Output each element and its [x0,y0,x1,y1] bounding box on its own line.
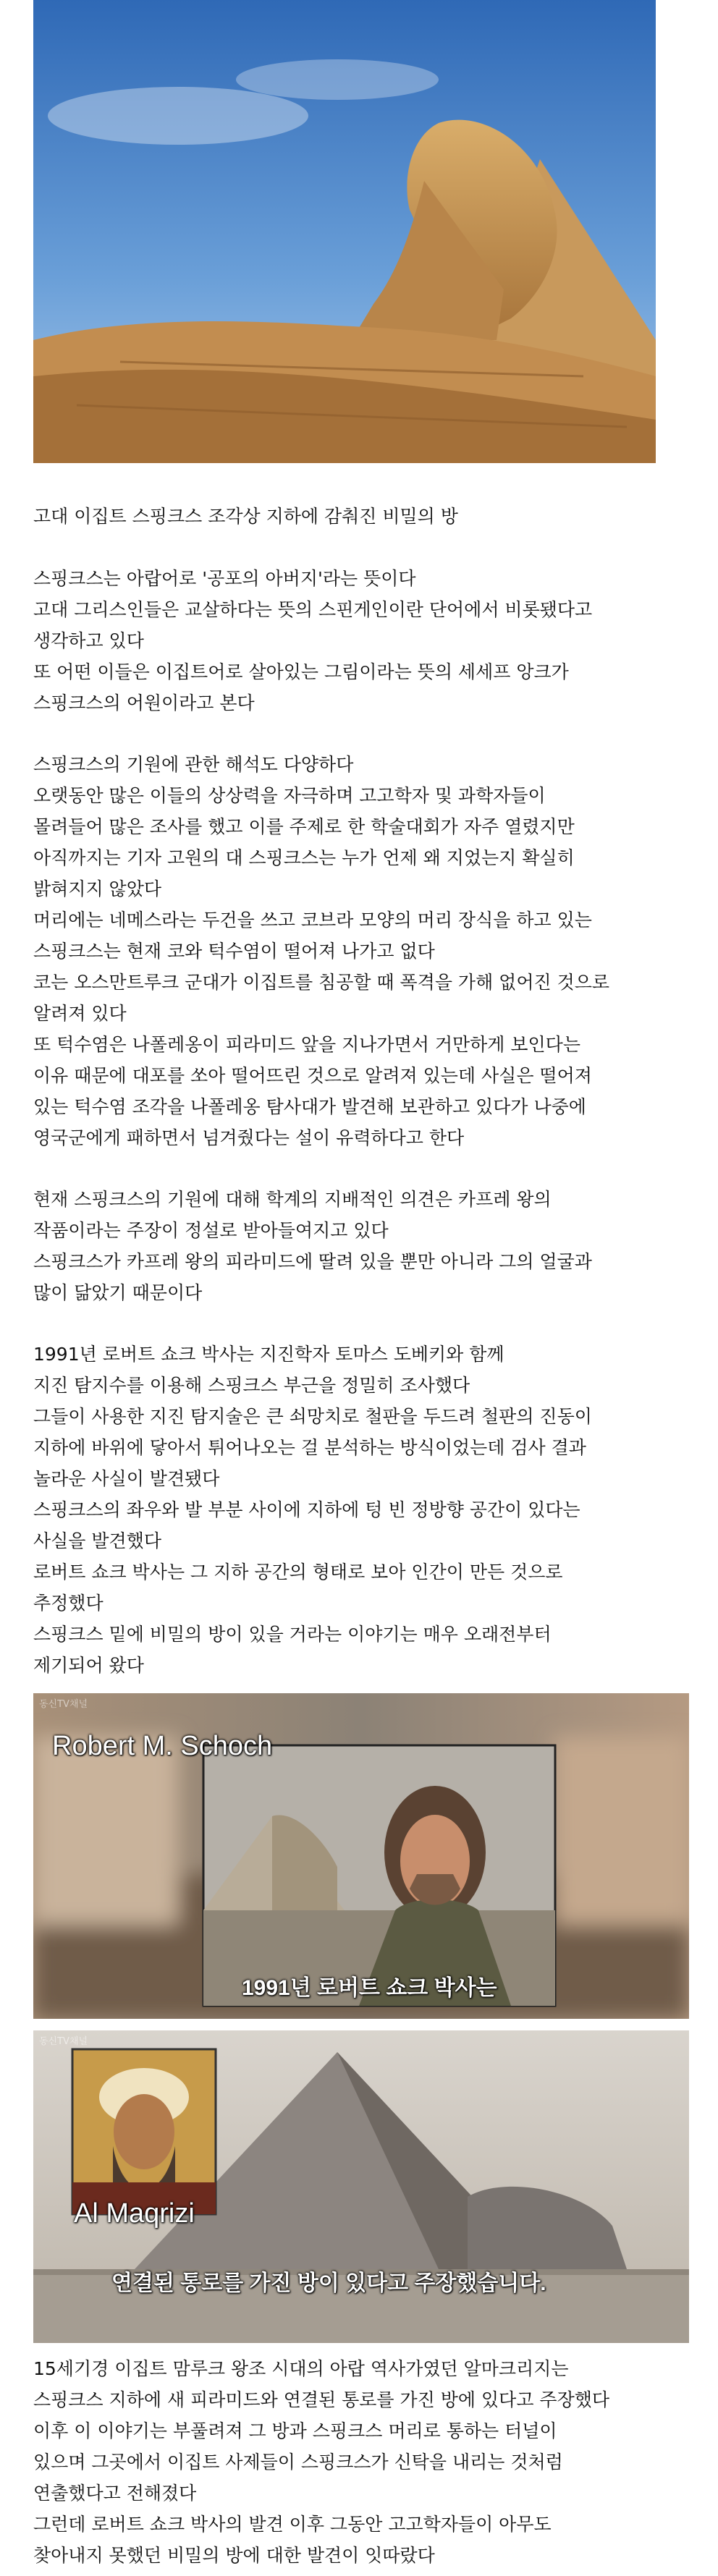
paragraph-schoch: 1991년 로버트 쇼크 박사는 지진학자 토마스 도베키와 함께 지진 탐지수를 이용해 스핑크스 부근을 정밀히 조사했다 그들이 사용한 지진 탐지술은 큰 쇠망치로 철판을 두드려 철판의 진동이 지하에 바위에 닿아서 튀어나오는 걸 분석하는 방식이었는데 검사 결과 놀라운 사실이 발견됐다 스핑크스의 좌우와 발 부분 사이에 지하에 텅 빈 정방향 공간이 있다는 사실을 발견했다 로버트 쇼크 박사는 그 지하 공간의 형태로 보아 인간이 만든 것으로 추정했다 스핑크스 밑에 비밀의 방이 있을 거라는 이야기는 매우 오래전부터 제기되어 왔다 [33,1344,592,1676]
paragraph-origin: 스핑크스의 기원에 관한 해석도 다양하다 오랫동안 많은 이들의 상상력을 자극하며 고고학자 및 과학자들이 몰려들어 많은 조사를 했고 이를 주제로 한 학술대회가 자주 열렸지만 아직까지는 기자 고원의 대 스핑크스는 누가 언제 왜 지었는지 확실히 밝혀지지 않았다 [33,754,575,899]
paragraph-etymology: 스핑크스는 아랍어로 '공포의 아버지'라는 뜻이다 고대 그리스인들은 교살하다는 뜻의 스핀게인이란 단어에서 비롯됐다고 생각하고 있다 또 어떤 이들은 이집트어로 살아있는 그림이라는 뜻의 세세프 앙크가 스핑크스의 어원이라고 본다 [33,568,593,713]
watermark: 동신TV채널 [39,2036,88,2047]
paragraph-khafre: 현재 스핑크스의 기원에 대해 학계의 지배적인 의견은 카프레 왕의 작품이라는 주장이 정설로 받아들여지고 있다 스핑크스가 카프레 왕의 피라미드에 딸려 있을 뿐만 아니라 그의 얼굴과 많이 닮았기 때문이다 [33,1189,592,1303]
sphinx-photo [33,0,656,463]
schoch-video-still [33,1693,689,2019]
paragraph-nose-beard: 머리에는 네메스라는 두건을 쓰고 코브라 모양의 머리 장식을 하고 있는 스핑크스는 현재 코와 턱수염이 떨어져 나가고 없다 코는 오스만트루크 군대가 이집트를 침공할 때 폭격을 가해 없어진 것으로 알려져 있다 또 턱수염은 나폴레옹이 피라미드 앞을 지나가면서 거만하게 보인다는 이유 때문에 대포를 쏘아 떨어뜨린 것으로 알려져 있는데 사실은 떨어져 있는 턱수염 조각을 나폴레옹 탐사대가 발견해 보관하고 있다가 나중에 영국군에게 패하면서 넘겨줬다는 설이 유력하다고 한다 [33,910,610,1148]
name-label: Robert M. Schoch [52,1731,273,1761]
maqrizi-video-still [33,2030,689,2343]
paragraph-maqrizi: 15세기경 이집트 맘루크 왕조 시대의 아랍 역사가였던 알마크리지는 스핑크스 지하에 새 피라미드와 연결된 통로를 가진 방에 있다고 주장했다 이후 이 이야기는 부풀려져 그 방과 스핑크스 머리로 통하는 터널이 있으며 그곳에서 이집트 사제들이 스핑크스가 신탁을 내리는 것처럼 연출했다고 전해졌다 그런데 로버트 쇼크 박사의 발견 이후 그동안 고고학자들이 아무도 찾아내지 못했던 비밀의 방에 대한 발견이 잇따랐다 [33,2358,610,2566]
name-label: Al Maqrizi [74,2198,195,2229]
video-subtitle: 1991년 로버트 쇼크 박사는 [242,1976,497,2000]
paragraph-title: 고대 이집트 스핑크스 조각상 지하에 감춰진 비밀의 방 [33,506,458,527]
video-subtitle: 연결된 통로를 가진 방이 있다고 주장했습니다. [111,2271,546,2295]
watermark: 동신TV채널 [39,1699,88,1710]
